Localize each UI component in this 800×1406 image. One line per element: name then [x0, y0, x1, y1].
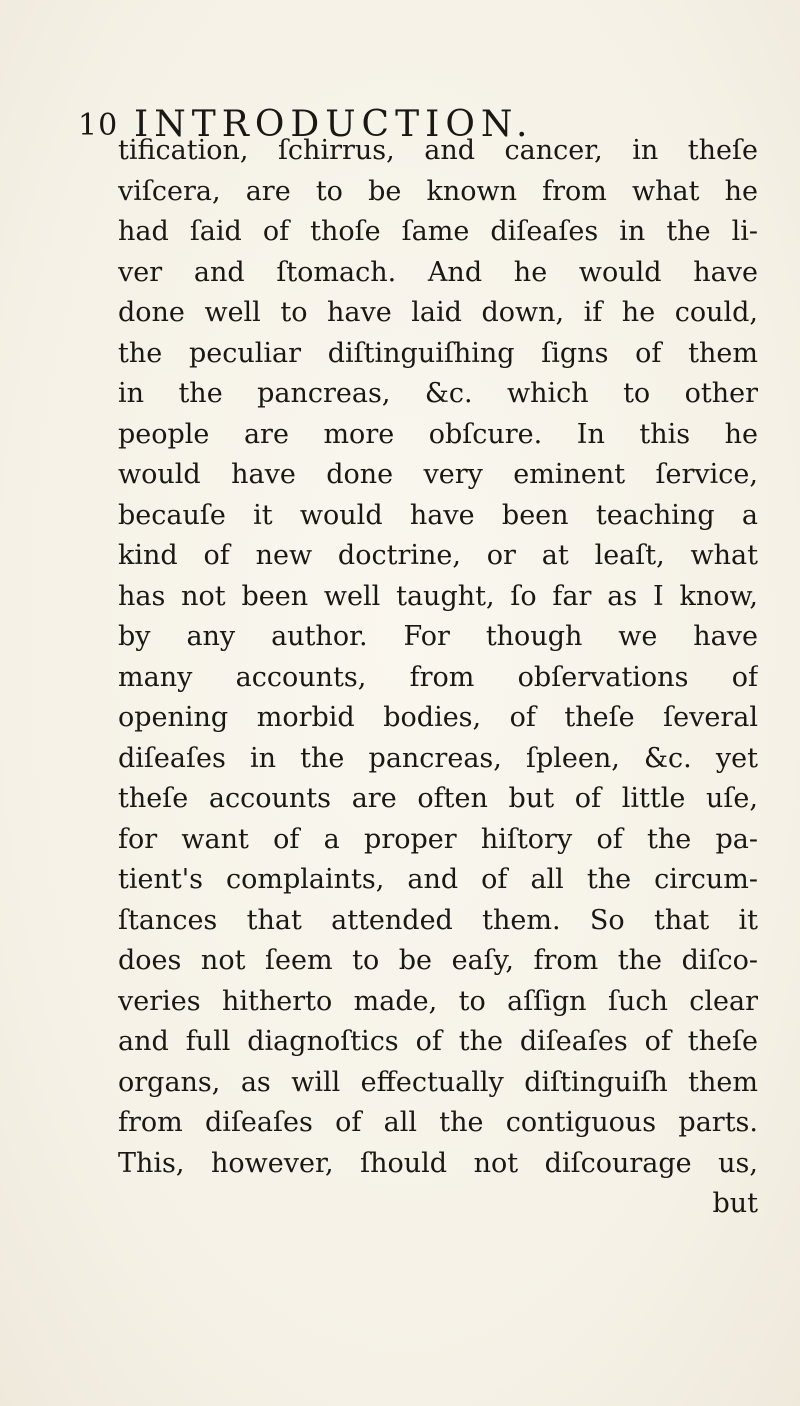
text-line: becauſe it would have been teaching a — [118, 499, 758, 531]
text-line: for want of a proper hiſtory of the pa- — [118, 823, 758, 855]
page-number: 10 — [78, 108, 119, 143]
text-line: diſeaſes in the pancreas, ſpleen, &c. yet — [118, 742, 758, 774]
text-line: in the pancreas, &c. which to other — [118, 378, 758, 409]
text-line: has not been well taught, ſo far as I know, — [118, 580, 758, 612]
text-line: ſtances that attended them. So that it — [118, 904, 758, 936]
text-line: tient's complaints, and of all the circum- — [118, 864, 758, 895]
text-line: would have done very eminent ſervice, — [118, 459, 758, 490]
text-line: many accounts, from obſervations of — [118, 661, 758, 693]
text-line: opening morbid bodies, of theſe ſeveral — [118, 702, 758, 733]
text-line: does not ſeem to be eaſy, from the diſco- — [118, 945, 758, 976]
text-line: This, however, ſhould not diſcourage us, — [118, 1147, 758, 1179]
text-line: from diſeaſes of all the contiguous parts. — [118, 1107, 758, 1138]
text-line: kind of new doctrine, or at leaſt, what — [118, 540, 758, 571]
text-line: organs, as will effectually diſtinguiſh them — [118, 1066, 758, 1098]
body-text — [118, 131, 758, 1225]
text-line: people are more obſcure. In this he — [118, 418, 758, 450]
text-line: the peculiar diſtinguiſhing ſigns of them — [118, 337, 758, 369]
text-line: done well to have laid down, if he could, — [118, 297, 758, 328]
text-line: by any author. For though we have — [118, 621, 758, 652]
text-line: had ſaid of thoſe ſame diſeaſes in the li- — [118, 216, 758, 247]
text-line: veries hitherto made, to aſſign ſuch clear — [118, 985, 758, 1017]
running-head-title: INTRODUCTION. — [134, 104, 534, 145]
text-line: theſe accounts are often but of little uſe, — [118, 783, 758, 814]
text-line: tification, ſchirrus, and cancer, in theſe — [118, 135, 758, 166]
catchword: but — [712, 1188, 758, 1219]
text-line: and full diagnoſtics of the diſeaſes of theſe — [118, 1026, 758, 1057]
text-line: ver and ſtomach. And he would have — [118, 256, 758, 288]
text-line: viſcera, are to be known from what he — [118, 175, 758, 207]
